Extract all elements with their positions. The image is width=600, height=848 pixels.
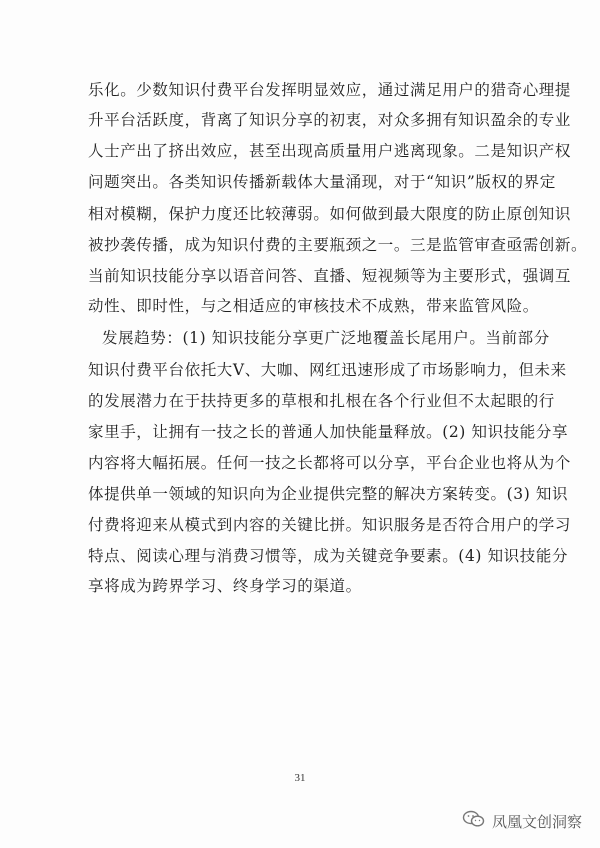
text-line: 发展趋势：(1) 知识技能分享更广泛地覆盖长尾用户。当前部分 [102,329,550,347]
text-line: 体提供单一领域的知识向为企业提供完整的解决方案转变。(3) 知识 [88,485,569,503]
text-line: 相对模糊，保护力度还比较薄弱。如何做到最大限度的防止原创知识 [88,205,572,223]
text-line: 特点、阅读心理与消费习惯等，成为关键竞争要素。(4) 知识技能分 [88,547,569,565]
text-line: 当前知识技能分享以语音问答、直播、短视频等为主要形式，强调互 [88,267,572,285]
text-line: 内容将大幅拓展。任何一技之长都将可以分享，平台企业也将从为个 [88,454,572,472]
text-line: 享将成为跨界学习、终身学习的渠道。 [88,577,362,595]
text-line: 家里手，让拥有一技之长的普通人加快能量释放。(2) 知识技能分享 [88,423,569,441]
text-line: 人士产出了挤出效应，甚至出现高质量用户逃离现象。二是知识产权 [88,142,572,160]
text-line: 知识付费平台依托大V、大咖、网红迅速形成了市场影响力，但未来 [88,361,567,379]
text-line: 动性、即时性，与之相适应的审核技术不成熟，带来监管风险。 [88,297,539,315]
paragraph-1 [88,80,588,320]
text-line: 付费将迎来从模式到内容的关键比拼。知识服务是否符合用户的学习 [88,516,572,534]
wechat-icon [462,810,486,832]
watermark-text: 凤凰文创洞察 [491,812,582,831]
text-line: 的发展潜力在于扶持更多的草根和扎根在各个行业但不太起眼的行 [88,392,555,410]
text-line: 乐化。少数知识付费平台发挥明显效应，通过满足用户的猎奇心理提 [88,81,572,99]
paragraph-2 [88,328,572,608]
watermark [462,810,582,832]
page-number: 31 [294,772,306,784]
text-line: 被抄袭传播，成为知识付费的主要瓶颈之一。三是监管审查亟需创新。 [88,236,588,254]
text-line: 问题突出。各类知识传播新载体大量涌现，对于“知识”版权的界定 [88,173,556,191]
text-line: 升平台活跃度，背离了知识分享的初衷，对众多拥有知识盈余的专业 [88,111,572,129]
